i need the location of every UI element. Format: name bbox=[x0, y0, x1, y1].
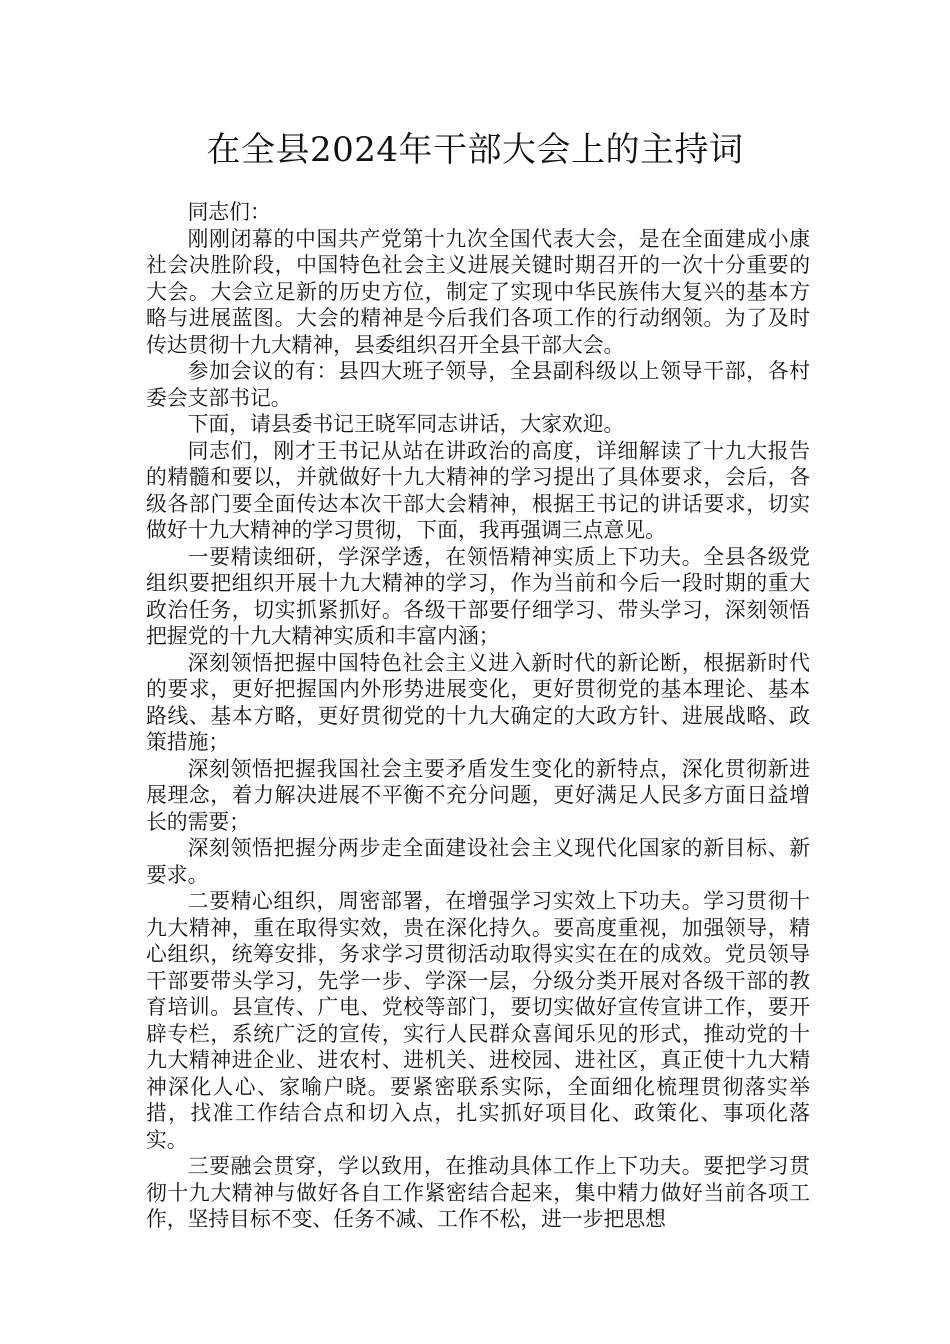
document-title: 在全县2024年干部大会上的主持词 bbox=[206, 130, 744, 170]
paragraph-opening: 刚刚闭幕的中国共产党第十九次全国代表大会，是在全面建成小康社会决胜阶段，中国特色社会主义进展关键时期召开的一次十分重要的大会。大会立足新的历史方位，制定了实现中华民族伟大复兴的基本方略与进展蓝图。大会的精神是今后我们各项工作的行动纲领。为了及时传达贯彻十九大精神，县委组织召开全县干部大会。 bbox=[146, 226, 810, 357]
paragraph-speaker-intro: 下面，请县委书记王晓军同志讲话，大家欢迎。 bbox=[187, 412, 625, 436]
paragraph-point-one-b: 深刻领悟把握我国社会主要矛盾发生变化的新特点，深化贯彻新进展理念，着力解决进展不平衡不充分问题，更好满足人民多方面日益增长的需要； bbox=[146, 756, 810, 834]
paragraph-point-one-c: 深刻领悟把握分两步走全面建设社会主义现代化国家的新目标、新要求。 bbox=[146, 836, 810, 887]
paragraph-point-one-a: 深刻领悟把握中国特色社会主义进入新时代的新论断，根据新时代的要求，更好把握国内外形势进展变化，更好贯彻党的基本理论、基本路线、基本方略，更好贯彻党的十九大确定的大政方针、进展战略、政策措施； bbox=[146, 650, 810, 754]
paragraph-point-two: 二要精心组织，周密部署，在增强学习实效上下功夫。学习贯彻十九大精神，重在取得实效，贵在深化持久。要高度重视，加强领导，精心组织，统筹安排，务求学习贯彻活动取得实实在在的成效。党员领导干部要带头学习，先学一步、学深一层，分级分类开展对各级干部的教育培训。县宣传、广电、党校等部门，要切实做好宣传宣讲工作，要开辟专栏，系统广泛的宣传，实行人民群众喜闻乐见的形式，推动党的十九大精神进企业、进农村、进机关、进校园、进社区，真正使十九大精神深化人心、家喻户晓。要紧密联系实际，全面细化梳理贯彻落实举措，找准工作结合点和切入点，扎实抓好项目化、政策化、事项化落实。 bbox=[146, 889, 810, 1152]
paragraph-salutation: 同志们： bbox=[187, 200, 271, 224]
document-body bbox=[146, 199, 810, 1233]
paragraph-point-one: 一要精读细研，学深学透，在领悟精神实质上下功夫。全县各级党组织要把组织开展十九大精神的学习，作为当前和今后一段时期的重大政治任务，切实抓紧抓好。各级干部要仔细学习、带头学习，深刻领悟把握党的十九大精神实质和丰富内涵； bbox=[146, 544, 810, 648]
paragraph-transition: 同志们，刚才王书记从站在讲政治的高度，详细解读了十九大报告的精髓和要以，并就做好十九大精神的学习提出了具体要求，会后，各级各部门要全面传达本次干部大会精神，根据王书记的讲话要求，切实做好十九大精神的学习贯彻，下面，我再强调三点意见。 bbox=[146, 438, 810, 542]
paragraph-attendees: 参加会议的有：县四大班子领导，全县副科级以上领导干部，各村委会支部书记。 bbox=[146, 359, 810, 410]
paragraph-point-three: 三要融会贯穿，学以致用，在推动具体工作上下功夫。要把学习贯彻十九大精神与做好各自工作紧密结合起来，集中精力做好当前各项工作，坚持目标不变、任务不减、工作不松，进一步把思想 bbox=[146, 1154, 810, 1231]
